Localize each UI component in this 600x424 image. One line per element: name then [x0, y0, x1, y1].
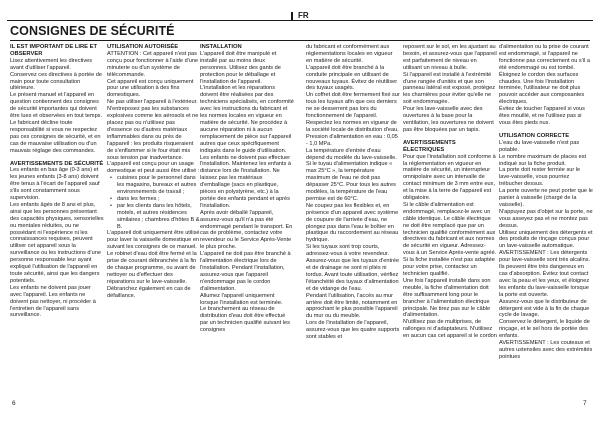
paragraph: La porte doit rester fermée sur le lave-vaisselle, vous pourriez trébucher dessus. — [499, 167, 581, 188]
paragraph: L'appareil doit être manipulé et installé par au moins deux personnes. Utilisez des gants de protection pour le déballage et l'installation de l'appareil. — [200, 50, 281, 85]
section-heading: AVERTISSEMENTS DE SÉCURITÉ — [10, 160, 104, 167]
paragraph: ATTENTION : Cet appareil n'est pas conçu pour fonctionner à l'aide d'une minuterie ou d'un système de télécommande. — [107, 50, 199, 78]
paragraph: Les enfants en bas âge (0-3 ans) et les jeunes enfants (3-8 ans) doivent être tenus à l'écart de l'appareil sauf s'ils sont constamment sous supervision. — [10, 167, 100, 202]
section-heading: UTILISATION CORRECTE — [499, 132, 570, 139]
paragraph: AVERTISSEMENT : Les couteaux et autres ustensiles avec des extrémités pointues — [499, 340, 593, 360]
paragraph: N'entreposez pas les substances explosives comme les aérosols et ne placez pas ou n'utilisez pas d'essence ou d'autres matériaux inflammables dans ou près de l'appareil : les produits risqueraient de s'enflammer si le four était mis sous tension par inadvertance. — [107, 106, 199, 161]
paragraph: Cet appareil est conçu uniquement pour une utilisation à des fins domestiques. — [107, 78, 194, 99]
column-1 — [10, 44, 104, 319]
paragraph: Ne coupez pas les flexibles et, en présence d'un appareil avec système de coupure de l'arrivée d'eau, ne plongez pas dans l'eau le boîtier en plastique du raccordement au réseau hydrique. — [306, 202, 399, 244]
paragraph: L'appareil doit uniquement être utilisé pour laver la vaisselle domestique en suivant les consignes de ce manuel. — [107, 230, 200, 251]
column-4 — [306, 44, 400, 341]
paragraph: Le fabricant décline toute responsabilité si vous ne respectez pas ces consignes de sécurité, et en cas de mauvaise utilisation ou d'un mauvais réglage des commandes. — [10, 119, 101, 154]
section-heading: AVERTISSEMENTS ÉLECTRIQUES — [403, 139, 456, 153]
paragraph: Une fois l'appareil installé dans son meuble, la fiche d'alimentation doit être suffisamment long pour le brancher à l'alimentation électrique principale. Ne tirez pas sur le câble d'alimentation. — [403, 277, 491, 319]
paragraph: La porte ouverte ne peut porter que le panier à vaisselle (chargé de la vaisselle). — [499, 188, 593, 208]
paragraph: Un coffret doit être fermement fixé sur tous les tuyaux afin que ces derniers ne se desserrent pas lors du fonctionnement de l'appareil. — [306, 92, 400, 120]
paragraph: Conservez le détergent, le liquide de rinçage, et le sel hors de portée des enfants. — [499, 319, 590, 340]
paragraph: La température d'entrée d'eau dépend du modèle du lave-vaisselle. Si le tuyau d'alimentation indique « max 25°C », la température maximum de l'eau ne doit pas dépasser 25°C. Pour tous les autres modèles, la température de l'eau permise est de 60°C. — [306, 147, 397, 202]
section-heading: UTILISATION AUTORISÉE — [107, 44, 179, 50]
paragraph: N'appuyez pas d'objet sur la porte, ne vous asseyez pas et ne montez pas dessus. — [499, 208, 593, 229]
paragraph: d'alimentation ou la prise de courant est endommagé, si l'appareil ne fonctionne pas correctement ou s'il a été endommagé ou est tombé. — [499, 44, 590, 71]
paragraph: N'utilisez pas de multiprises, de rallonges ni d'adaptateurs. N'utilisez en aucun cas cet appareil si le cordon — [403, 319, 497, 340]
list-item: • par les clients dans les hôtels, motels, et autres résidences similaires ; chambres d'hôtes B & B. — [117, 203, 201, 231]
paragraph: Évitez de toucher l'appareil si vous êtes mouillé, et ne l'utilisez pas si vous êtes pieds nus. — [499, 106, 585, 126]
paragraph: Le branchement au réseau de distribution d'eau doit être effectué par un technicien qualifié suivant les consignes — [200, 306, 290, 334]
paragraph: Le nombre maximum de places est indiqué sur la fiche produit. — [499, 153, 587, 167]
paragraph: Lors de l'installation de l'appareil, assurez-vous que les quatre supports sont stables et — [306, 320, 400, 341]
header-rule — [7, 20, 593, 21]
paragraph: Assurez-vous que les tuyaux d'entrée et de drainage ne sont ni pliés ni tordus. Avant toute utilisation, vérifiez l'étanchéité des tuyaux d'alimentation et de vidange de l'eau. — [306, 258, 400, 292]
language-tab: FR — [296, 11, 318, 21]
paragraph: Éloignez le cordon des surfaces chaudes. Une fois l'installation terminée, l'utilisateur ne doit plus pouvoir accéder aux composantes électriques. — [499, 71, 585, 106]
paragraph: Après avoir déballé l'appareil, assurez-vous qu'il n'a pas été endommagé pendant le transport. En cas de problème, contactez votre revendeur ou le Service Après-Vente le plus proche. — [200, 209, 293, 251]
paragraph: du fabricant et conformément aux réglementations locales en vigueur en matière de sécurité. — [306, 44, 393, 64]
paragraph: L'appareil ne doit pas être branché à l'alimentation électrique lors de l'installation. Pendant l'installation, assurez-vous que l'appareil n'endommage pas le cordon d'alimentation. — [200, 251, 291, 292]
paragraph: Si le câble d'alimentation est endommagé, remplacez-le avec un câble identique. Le câble électrique ne doit être remplacé que par un technicien qualifié conformément aux directives du fabricant et aux normes de sécurité en vigueur. Adressez-vous à un Service Après-vente agréé. Si la fiche installée n'est pas adaptée pour votre prise, contactez un technicien qualifié. — [403, 201, 497, 277]
paragraph: Pendant l'utilisation, l'accès au mur arrière doit être limité, notamment en approchant le plus possible l'appareil du mur ou du meuble. — [306, 292, 398, 320]
paragraph: Respectez les normes en vigueur de la société locale de distribution d'eau. Pression d'alimentation en eau : 0,05 - 1,0 MPa. — [306, 119, 399, 147]
paragraph: Pour les lave-vaisselle avec des ouvertures à la base pour la ventilation, les ouvertures ne doivent pas être bloquées par un tapis. — [403, 106, 494, 133]
paragraph: L'eau du lave-vaisselle n'est pas potable. — [499, 139, 580, 153]
paragraph: Ne pas utiliser l'appareil à l'extérieur. — [107, 99, 198, 106]
page-number-right: 7 — [583, 400, 587, 407]
title-underline — [10, 40, 590, 41]
paragraph: Si l'appareil est installé à l'extrémité d'une rangée d'unités et que son panneau latéral est exposé, protégez les charnières pour éviter qu'elle ne soit endommagée. — [403, 71, 496, 106]
paragraph: reposent sur le sol, en les ajustant au besoin, et assurez-vous que l'appareil est parfaitement de niveau en utilisant un niveau à bulle. — [403, 44, 497, 71]
paragraph: Lisez attentivement les directives avant d'utiliser l'appareil. — [10, 57, 93, 71]
list-item: • dans les fermes ; — [117, 196, 201, 203]
paragraph: Conservez ces directives à portée de main pour toute consultation ultérieure. — [10, 71, 103, 92]
section-heading: INSTALLATION — [200, 44, 242, 50]
column-5 — [403, 44, 497, 340]
paragraph: Allumez l'appareil uniquement lorsque l'installation est terminée. — [200, 292, 283, 306]
list-item: • cuisines pour le personnel dans les magasins, bureaux et autres environnements de travail ; — [117, 175, 201, 196]
paragraph: Les enfants ne doivent pas effectuer l'installation. Maintenez les enfants à distance lors de l'installation. Ne laissez pas les matériaux d'emballage (sacs en plastique, pièces en polystyrène, etc.) à la portée des enfants pendant et après l'installation. — [200, 154, 291, 209]
paragraph: Si les tuyaux sont trop courts, adressez-vous à votre revendeur. — [306, 244, 390, 258]
paragraph: Les enfants ne doivent pas jouer avec l'appareil. Les enfants ne doivent pas nettoyer, ni procéder à l'entretien de l'appareil sans surveillance. — [10, 284, 96, 319]
usage-list — [107, 175, 201, 230]
paragraph: Utilisez uniquement des détergents et des produits de rinçage conçus pour un lave-vaisselle automatique. — [499, 229, 593, 250]
paragraph: Les enfants âgés de 8 ans et plus, ainsi que les personnes présentant des capacités physiques, sensorielles ou mentales réduites, ou ne possédant ni l'expérience ni les connaissances requises, peuvent utiliser cet appareil sous la surveillance ou les instructions d'une personne responsable leur ayant expliqué l'utilisation de l'appareil en toute sécurité, ainsi que les dangers potentiels. — [10, 201, 104, 284]
paragraph: Pour que l'installation soit conforme à la réglementation en vigueur en matière de sécurité, un interrupteur omnipolaire avec un intervalle de contact minimum de 3 mm entre eux, et la mise à la terre de l'appareil est obligatoire. — [403, 153, 496, 202]
paragraph: L'installation et les réparations doivent être réalisées par des techniciens spécialisés, en conformité avec les instructions du fabricant et les normes locales en vigueur en matière de sécurité. Ne procédez à aucune réparation ni à aucun remplacement de pièce sur l'appareil autres que ceux spécifiquement indiqués dans le guide d'utilisation. — [200, 85, 294, 154]
paragraph: Le présent manuel et l'appareil en question contiennent des consignes de sécurité importantes qui doivent être lues et observées en tout temps. — [10, 92, 103, 120]
column-6 — [499, 44, 593, 361]
page-number-left: 6 — [12, 400, 16, 407]
paragraph: L'appareil doit être branché à la conduite principale en utilisant de nouveaux tuyaux. Évitez de réutiliser des tuyaux usagés. — [306, 64, 398, 92]
column-3 — [200, 44, 294, 334]
paragraph: Le robinet d'eau doit être fermé et la prise de courant débranchée à la fin de chaque programme, ou avant de nettoyer ou d'effectuer des réparations sur le lave-vaisselle. Débranchez également en cas de défaillance. — [107, 251, 197, 299]
paragraph: Assurez-vous que le distributeur de détergent est vide à la fin de chaque cycle de lavage. — [499, 298, 590, 319]
column-2 — [107, 44, 201, 300]
page-title: CONSIGNES DE SÉCURITÉ — [10, 24, 175, 38]
paragraph: L'appareil est conçu pour un usage domestique et peut aussi être utilisé : — [107, 161, 200, 175]
section-heading: IL EST IMPORTANT DE LIRE ET OBSERVER — [10, 44, 98, 57]
paragraph: AVERTISSEMENT : Les détergents pour lave-vaisselle sont très alcalins. Ils peuvent être très dangereux en cas d'absorption. Évitez tout contact avec la peau et les yeux, et éloignez les enfants du lave-vaisselle lorsque la porte est ouverte. — [499, 250, 591, 298]
